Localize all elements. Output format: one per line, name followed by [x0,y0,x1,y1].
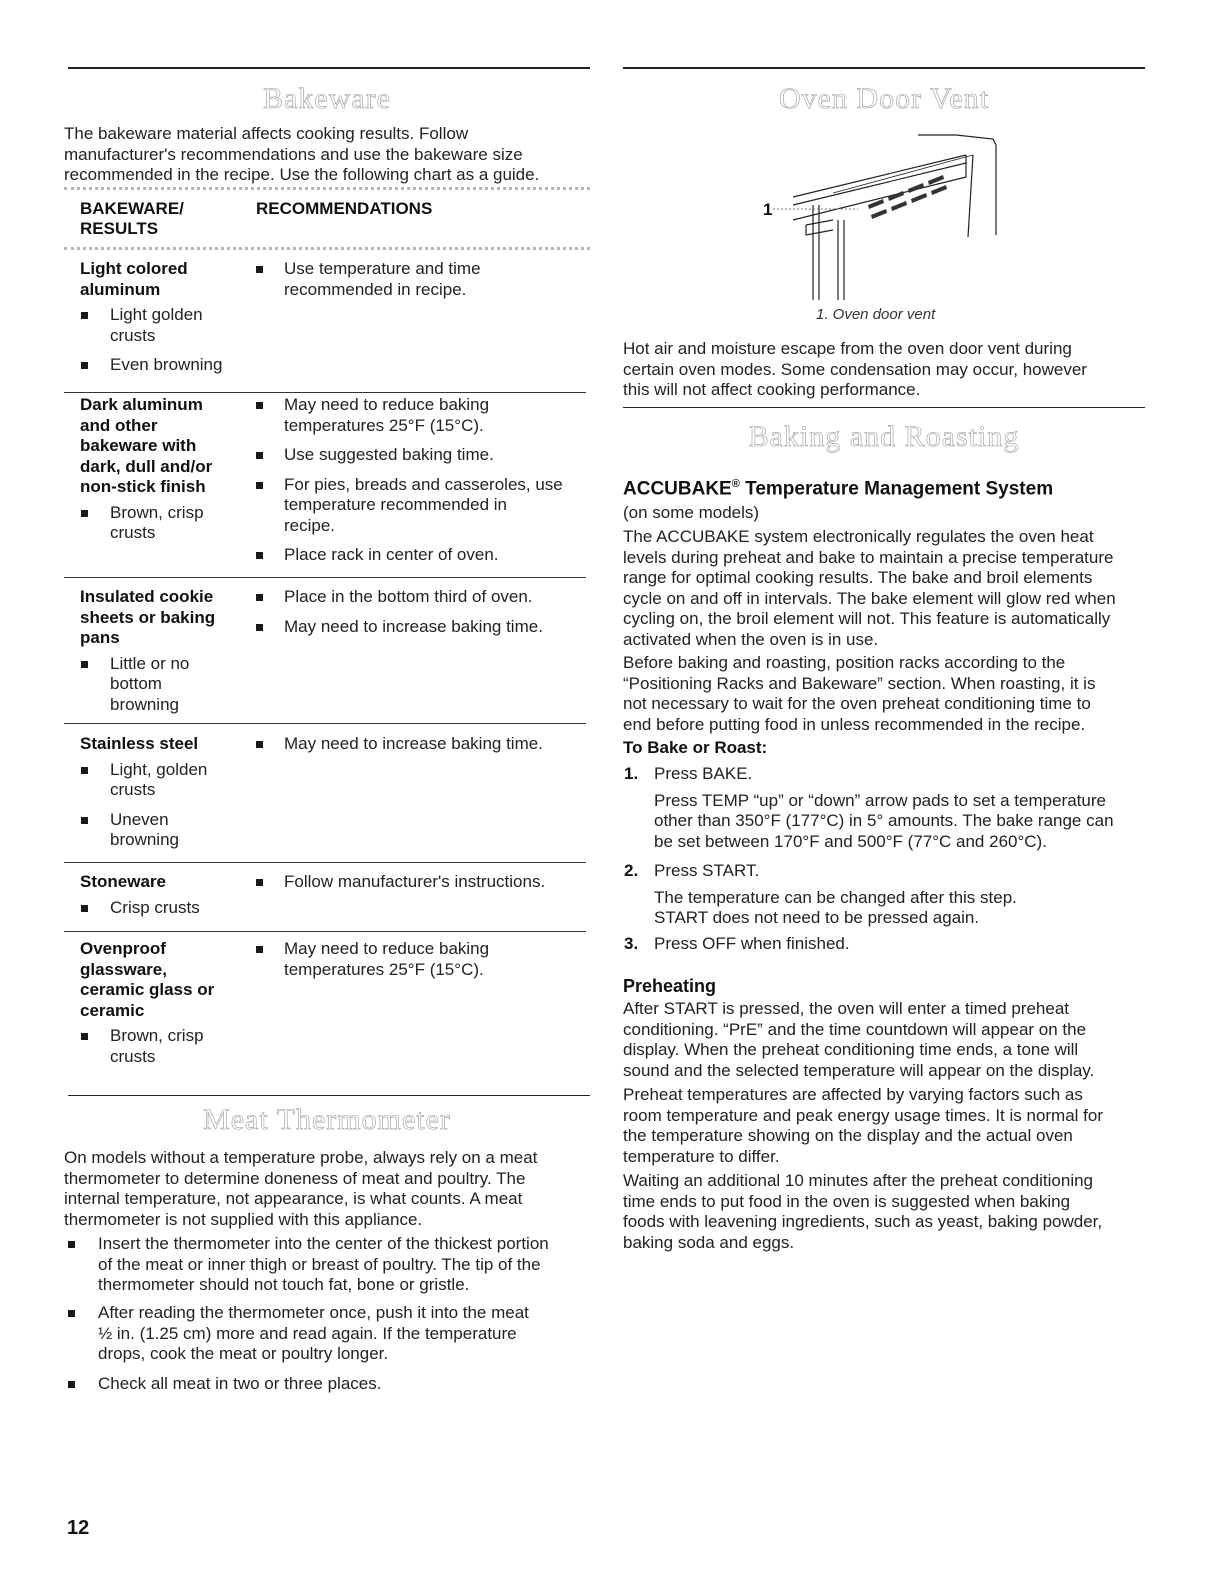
recommendation-item [284,395,489,436]
meat-bullet-item [98,1234,549,1296]
preheat-paragraph-1 [623,999,1094,1081]
bullet-icon [81,817,88,824]
bullet-icon [81,312,88,319]
step-detail [654,888,1017,929]
section-rule [623,407,1145,408]
recommendation-item [284,587,533,608]
meat-intro [64,1148,537,1230]
bullet-icon [68,1381,75,1388]
material-line: bakeware with [80,436,197,455]
text-line: thermometer to determine doneness of meat and poultry. The [64,1168,526,1188]
result-line: Brown, crisp [110,502,204,522]
result-line: Brown, crisp [110,1026,204,1045]
material-line: ceramic glass or [80,980,215,999]
text-line: sound and the selected temperature will appear on the display. [623,1060,1095,1080]
table-row-divider [64,577,586,578]
result-item [110,1026,204,1067]
result-line: bottom [110,674,162,693]
oven-door-vent-illustration [753,125,1013,300]
text-line: display. When the preheat conditioning time ends, a tone will [623,1040,1079,1059]
bakeware-material [80,395,212,498]
step-detail-line: The temperature can be changed after this step. [654,887,1017,907]
recommendation-item [284,939,489,980]
bullet-icon [81,1033,88,1040]
result-item [110,503,204,544]
text-line: internal temperature, not appearance, is what counts. A meat [64,1189,523,1208]
step-number: 2. [624,861,639,880]
table-header-rule-top [64,187,590,190]
recommendation-line: recipe. [284,515,336,535]
step-item [654,764,1114,852]
section-rule [623,67,1145,69]
result-line: crusts [110,780,156,799]
bullet-line: thermometer should not touch fat, bone or gristle. [98,1275,470,1294]
header-recommendations: RECOMMENDATIONS [256,199,433,218]
bakeware-material [80,939,214,1021]
text-line: end before putting food in unless recommended in the recipe. [623,714,1086,734]
text-line: this will not affect cooking performance. [623,380,921,399]
recommendation-line: Use suggested baking time. [284,445,494,464]
material-line: aluminum [80,279,161,299]
result-item [110,654,189,716]
bullet-icon [256,402,263,409]
bullet-icon [81,661,88,668]
recommendation-line: May need to reduce baking [284,395,490,414]
text-line: Preheat temperatures are affected by varying factors such as [623,1085,1083,1104]
recommendation-line: Follow manufacturer's instructions. [284,872,546,891]
result-line: crusts [110,1046,156,1066]
bullet-icon [81,905,88,912]
table-row-divider [64,392,586,393]
text-line: activated when the oven is in use. [623,629,879,649]
step-item [654,934,850,955]
bullet-icon [81,362,88,369]
result-line: Light, golden [110,759,208,779]
bullet-icon [256,266,263,273]
text-line: “Positioning Racks and Bakeware” section. When roasting, it is [623,673,1096,693]
vent-paragraph [623,339,1087,401]
bullet-icon [256,482,263,489]
material-line: sheets or baking [80,607,216,627]
recommendation-line: Place rack in center of oven. [284,545,499,564]
oven-door-vent-title: Oven Door Vent [778,82,990,115]
result-item [110,355,222,376]
bullet-icon [68,1310,75,1317]
to-bake-heading: To Bake or Roast: [623,738,768,757]
material-line: Dark aluminum [80,395,203,414]
registered-mark: ® [731,478,740,490]
recommendation-item [284,617,543,638]
header-bakeware-results [80,199,184,239]
bullet-line: ½ in. (1.25 cm) more and read again. If the temperature [98,1323,517,1343]
material-line: and other [80,415,158,435]
bullet-icon [68,1241,75,1248]
meat-bullet-item [98,1303,529,1365]
preheating-heading: Preheating [623,976,717,996]
recommendation-line: May need to increase baking time. [284,734,543,753]
text-line: levels during preheat and bake to maintain a precise temperature [623,547,1114,567]
bakeware-material [80,587,215,649]
bullet-line: Check all meat in two or three places. [98,1374,382,1393]
material-line: Ovenproof [80,939,166,958]
preheat-paragraph-3 [623,1171,1102,1253]
text-line: baking soda and eggs. [623,1232,795,1252]
text-line: foods with leavening ingredients, such as yeast, baking powder, [623,1212,1103,1231]
step-item [654,861,1017,929]
page-number: 12 [67,1517,90,1539]
text-line: certain oven modes. Some condensation may occur, however [623,359,1087,379]
result-line: Little or no [110,653,190,673]
header-line: BAKEWARE/ [80,199,184,218]
material-line: dark, dull and/or [80,456,213,476]
recommendation-line: temperatures 25°F (15°C). [284,415,484,435]
table-row-divider [64,723,586,724]
racks-paragraph [623,653,1095,735]
recommendation-line: temperature recommended in [284,495,508,514]
bullet-icon [256,879,263,886]
step-line: Press OFF when finished. [654,934,850,953]
text-line: range for optimal cooking results. The bake and broil elements [623,568,1093,587]
text-line: After START is pressed, the oven will enter a timed preheat [623,999,1069,1018]
recommendation-line: For pies, breads and casseroles, use [284,474,563,494]
bullet-icon [256,552,263,559]
text-line: manufacturer's recommendations and use the bakeware size [64,144,523,164]
table-header-rule-bottom [64,247,590,250]
result-line: Uneven [110,809,169,829]
figure-caption: 1. Oven door vent [816,306,936,323]
step-detail-line: be set between 170°F and 500°F (77°C and 260°C). [654,831,1047,851]
bullet-icon [256,741,263,748]
result-item [110,810,179,851]
step-line: Press START. [654,861,760,880]
text-line: The ACCUBAKE system electronically regulates the oven heat [623,527,1094,546]
bakeware-material [80,734,198,755]
text-line: cycle on and off in intervals. The bake element will glow red when [623,588,1116,608]
section-rule [68,1095,590,1096]
text-line: the temperature showing on the display and the actual oven [623,1126,1073,1145]
table-row-divider [64,931,586,932]
vent-callout-number: 1 [763,200,773,219]
material-line: Stainless steel [80,734,199,753]
step-line: Press BAKE. [654,764,753,783]
recommendation-line: Place in the bottom third of oven. [284,587,533,606]
heading-text: ACCUBAKE [623,478,732,500]
material-line: ceramic [80,1000,145,1020]
text-line: temperature to differ. [623,1146,780,1166]
text-line: Hot air and moisture escape from the oven door vent during [623,339,1072,358]
bullet-icon [81,510,88,517]
material-line: Insulated cookie [80,587,214,606]
table-row-divider [64,862,586,863]
text-line: recommended in the recipe. Use the following chart as a guide. [64,165,540,184]
material-line: pans [80,628,120,647]
result-line: Light golden [110,305,203,324]
result-line: browning [110,694,179,714]
text-line: thermometer is not supplied with this appliance. [64,1209,423,1229]
text-line: The bakeware material affects cooking results. Follow [64,124,469,143]
recommendation-item [284,445,494,466]
text-line: cycling on, the broil element will not. This feature is automatically [623,609,1111,628]
accubake-paragraph [623,527,1116,650]
recommendation-line: Use temperature and time [284,259,481,278]
result-item [110,760,207,801]
result-item [110,305,203,346]
result-line: crusts [110,523,156,542]
bullet-line: Insert the thermometer into the center of the thickest portion [98,1234,549,1253]
text-line: Before baking and roasting, position racks according to the [623,653,1066,672]
text-line: time ends to put food in the oven is suggested when baking [623,1191,1071,1211]
header-line: RESULTS [80,219,159,238]
bullet-icon [256,452,263,459]
bullet-icon [256,946,263,953]
bakeware-intro [64,124,539,186]
material-line: non-stick finish [80,477,206,496]
recommendation-line: temperatures 25°F (15°C). [284,959,484,979]
recommendation-item [284,475,563,537]
baking-roasting-title: Baking and Roasting [748,420,1020,453]
recommendation-item [284,259,481,300]
result-item [110,898,200,919]
bullet-line: After reading the thermometer once, push it into the meat [98,1303,529,1322]
text-line: not necessary to wait for the oven preheat conditioning time to [623,694,1091,713]
bullet-line: drops, cook the meat or poultry longer. [98,1344,389,1363]
bakeware-material [80,259,188,300]
step-detail-line: START does not need to be pressed again. [654,908,980,927]
material-line: glassware, [80,959,167,979]
result-line: Even browning [110,355,223,374]
bakeware-material [80,872,166,893]
recommendation-item [284,872,545,893]
heading-text: Temperature Management System [739,478,1054,500]
text-line: room temperature and peak energy usage times. It is normal for [623,1105,1104,1125]
section-rule [68,67,590,69]
recommendation-line: May need to increase baking time. [284,616,543,636]
bullet-icon [256,594,263,601]
result-line: Crisp crusts [110,897,200,917]
recommendation-item [284,734,543,755]
text-line: On models without a temperature probe, always rely on a meat [64,1148,538,1167]
material-line: Light colored [80,259,188,278]
recommendation-line: May need to reduce baking [284,939,490,958]
meat-bullet-item [98,1374,381,1395]
bullet-icon [81,767,88,774]
step-number: 1. [624,764,639,783]
text-line: Waiting an additional 10 minutes after the preheat conditioning [623,1171,1094,1190]
bullet-line: of the meat or inner thigh or breast of poultry. The tip of the [98,1254,541,1274]
text-line: conditioning. “PrE” and the time countdown will appear on the [623,1019,1087,1039]
step-detail-line: Press TEMP “up” or “down” arrow pads to set a temperature [654,790,1106,810]
some-models-note: (on some models) [623,503,760,522]
recommendation-item [284,545,499,566]
bullet-icon [256,624,263,631]
step-detail-line: other than 350°F (177°C) in 5° amounts. The bake range can [654,811,1114,830]
result-line: crusts [110,325,156,345]
step-number: 3. [624,934,639,953]
meat-thermometer-title: Meat Thermometer [203,1103,451,1136]
accubake-heading [623,478,1053,500]
recommendation-line: recommended in recipe. [284,279,467,299]
preheat-paragraph-2 [623,1085,1103,1167]
step-detail [654,791,1114,853]
bakeware-title: Bakeware [263,82,391,115]
result-line: browning [110,830,179,849]
material-line: Stoneware [80,872,166,891]
